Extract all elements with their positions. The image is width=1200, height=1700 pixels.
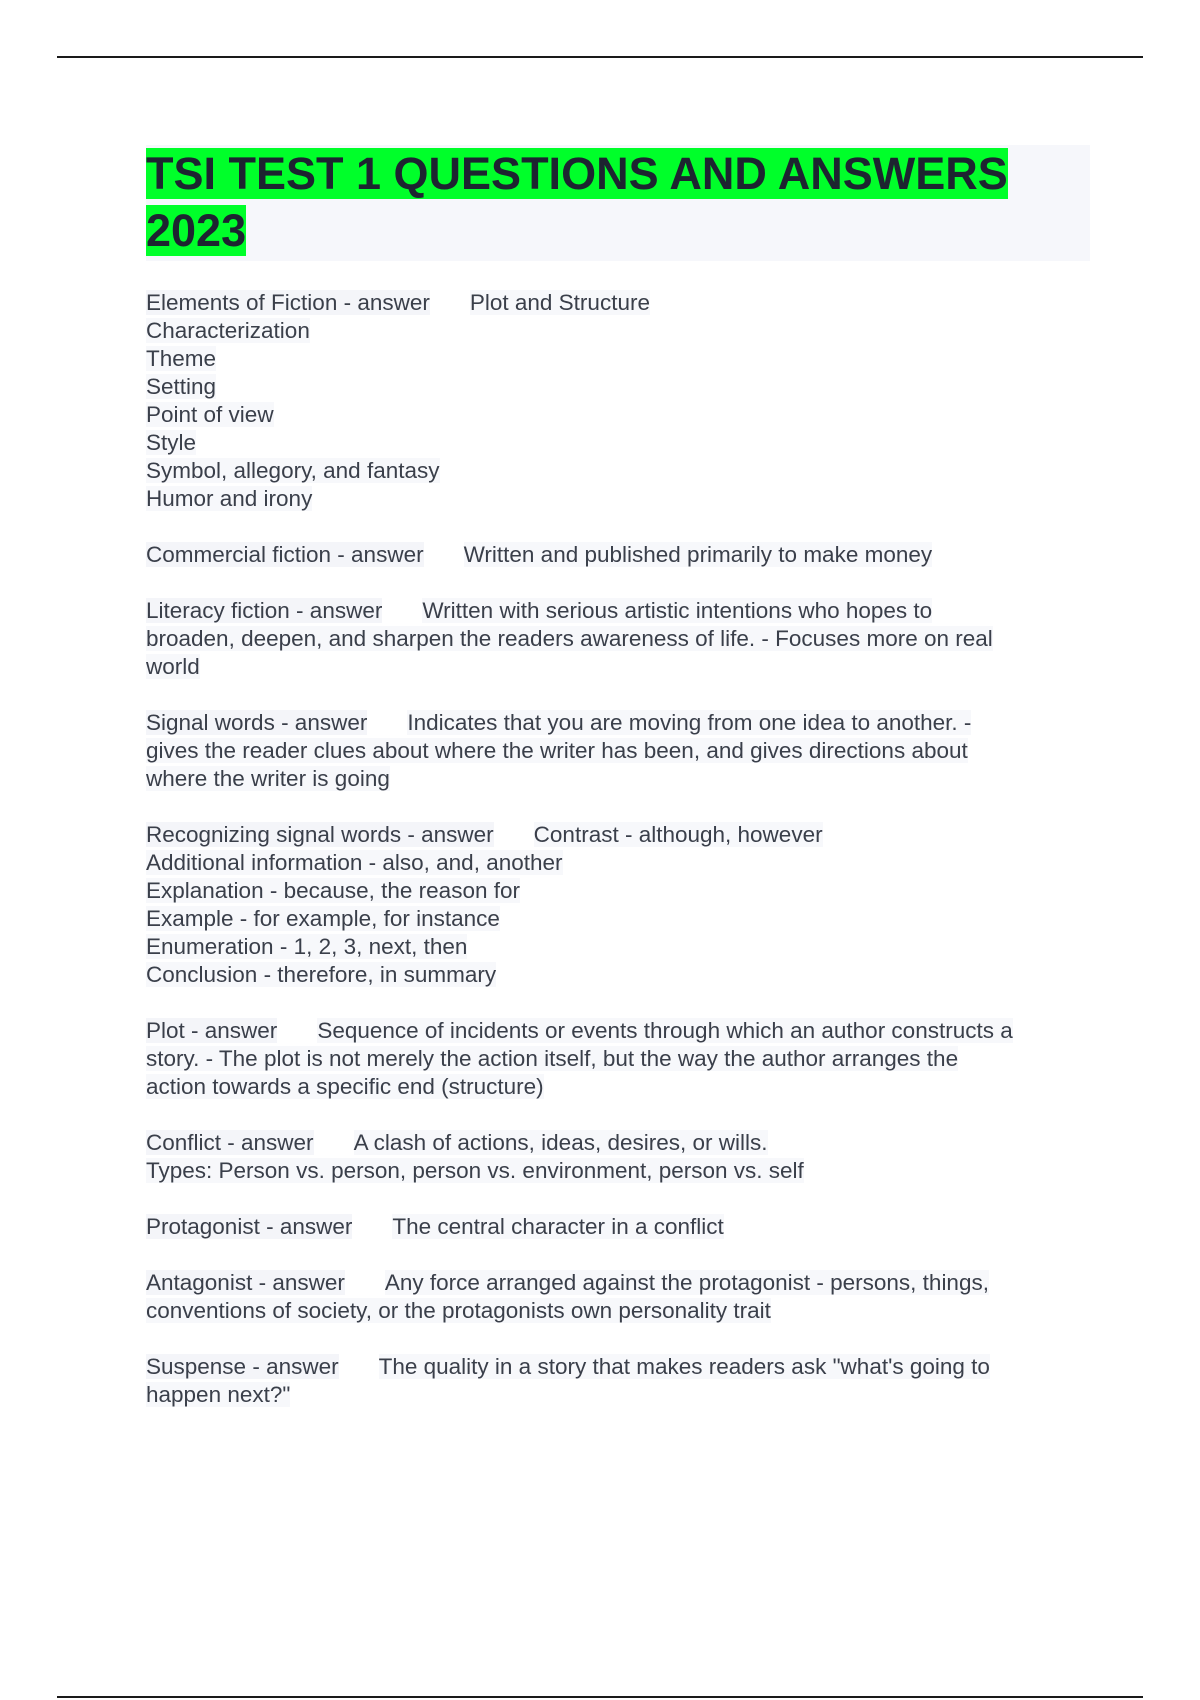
qa-term: Suspense - answer (146, 1354, 339, 1379)
qa-first-line (146, 709, 1090, 737)
qa-answer-text: Setting (146, 374, 217, 399)
qa-first-line (146, 597, 1090, 625)
qa-answer-text: Any force arranged against the protagonist - persons, things, (384, 1270, 989, 1295)
title-block (146, 145, 1090, 261)
qa-first-line (146, 1213, 1090, 1241)
qa-entry (146, 709, 1090, 793)
qa-answer-text: Humor and irony (146, 486, 313, 511)
qa-answer-text: Written and published primarily to make money (463, 542, 933, 567)
footer-rule (57, 1696, 1143, 1698)
qa-term: Elements of Fiction - answer (146, 290, 430, 315)
qa-entry (146, 1269, 1090, 1325)
qa-answer-text: action towards a specific end (structure) (146, 1074, 544, 1099)
qa-first-line (146, 289, 1090, 317)
qa-answer-text: Style (146, 430, 197, 455)
qa-answer-text: world (146, 654, 200, 679)
header-rule (57, 56, 1143, 58)
qa-first-line (146, 1269, 1090, 1297)
qa-answer-text: Characterization (146, 318, 310, 343)
qa-answer-text: A clash of actions, ideas, desires, or wills. (353, 1130, 768, 1155)
qa-answer-line (146, 401, 1090, 429)
qa-answer-text: Plot and Structure (469, 290, 650, 315)
qa-answer-line (146, 737, 1090, 765)
qa-term: Antagonist - answer (146, 1270, 345, 1295)
qa-answer-line (146, 653, 1090, 681)
qa-answer-line (146, 373, 1090, 401)
qa-answer-text: Example - for example, for instance (146, 906, 500, 931)
qa-term: Plot - answer (146, 1018, 278, 1043)
qa-answer-text: Point of view (146, 402, 274, 427)
qa-list (146, 289, 1090, 1409)
qa-answer-line (146, 933, 1090, 961)
qa-first-line (146, 1017, 1090, 1045)
qa-term: Conflict - answer (146, 1130, 314, 1155)
qa-answer-text: broaden, deepen, and sharpen the readers awareness of life. - Focuses more on real (146, 626, 993, 651)
qa-answer-text: gives the reader clues about where the writer has been, and gives directions about (146, 738, 968, 763)
qa-answer-text: Conclusion - therefore, in summary (146, 962, 497, 987)
qa-answer-text: Additional information - also, and, another (146, 850, 563, 875)
qa-answer-line (146, 1157, 1090, 1185)
qa-answer-line (146, 1381, 1090, 1409)
qa-answer-line (146, 765, 1090, 793)
qa-answer-line (146, 317, 1090, 345)
qa-entry (146, 597, 1090, 681)
qa-answer-text: story. - The plot is not merely the action itself, but the way the author arranges the (146, 1046, 959, 1071)
qa-entry (146, 1129, 1090, 1185)
qa-answer-line (146, 625, 1090, 653)
qa-answer-text: Sequence of incidents or events through which an author constructs a (317, 1018, 1013, 1043)
qa-answer-text: Contrast - although, however (533, 822, 823, 847)
qa-term: Protagonist - answer (146, 1214, 353, 1239)
qa-term: Signal words - answer (146, 710, 368, 735)
title-highlight: TSI TEST 1 QUESTIONS AND ANSWERS 2023 (146, 148, 1008, 256)
qa-answer-line (146, 429, 1090, 457)
qa-entry (146, 821, 1090, 989)
page-title (146, 145, 1090, 259)
qa-first-line (146, 1353, 1090, 1381)
qa-first-line (146, 821, 1090, 849)
qa-answer-text: Symbol, allegory, and fantasy (146, 458, 440, 483)
document-body (146, 145, 1090, 1437)
qa-answer-line (146, 1045, 1090, 1073)
qa-answer-line (146, 961, 1090, 989)
qa-answer-text: The quality in a story that makes readers ask "what's going to (378, 1354, 990, 1379)
qa-answer-text: Written with serious artistic intentions who hopes to (422, 598, 933, 623)
qa-answer-line (146, 905, 1090, 933)
qa-answer-text: Explanation - because, the reason for (146, 878, 520, 903)
qa-answer-line (146, 485, 1090, 513)
qa-answer-text: Theme (146, 346, 217, 371)
qa-entry (146, 541, 1090, 569)
qa-answer-line (146, 1297, 1090, 1325)
qa-answer-text: conventions of society, or the protagonists own personality trait (146, 1298, 771, 1323)
qa-answer-line (146, 849, 1090, 877)
qa-answer-text: happen next?" (146, 1382, 291, 1407)
qa-answer-text: where the writer is going (146, 766, 390, 791)
qa-answer-line (146, 877, 1090, 905)
qa-entry (146, 1213, 1090, 1241)
qa-answer-text: Indicates that you are moving from one idea to another. - (407, 710, 972, 735)
qa-answer-line (146, 457, 1090, 485)
qa-answer-text: Enumeration - 1, 2, 3, next, then (146, 934, 468, 959)
qa-answer-line (146, 345, 1090, 373)
qa-first-line (146, 1129, 1090, 1157)
qa-term: Recognizing signal words - answer (146, 822, 494, 847)
qa-answer-text: Types: Person vs. person, person vs. environment, person vs. self (146, 1158, 804, 1183)
qa-answer-text: The central character in a conflict (392, 1214, 724, 1239)
qa-term: Commercial fiction - answer (146, 542, 424, 567)
qa-answer-line (146, 1073, 1090, 1101)
qa-entry (146, 1353, 1090, 1409)
qa-first-line (146, 541, 1090, 569)
qa-entry (146, 289, 1090, 513)
qa-entry (146, 1017, 1090, 1101)
qa-term: Literacy fiction - answer (146, 598, 383, 623)
